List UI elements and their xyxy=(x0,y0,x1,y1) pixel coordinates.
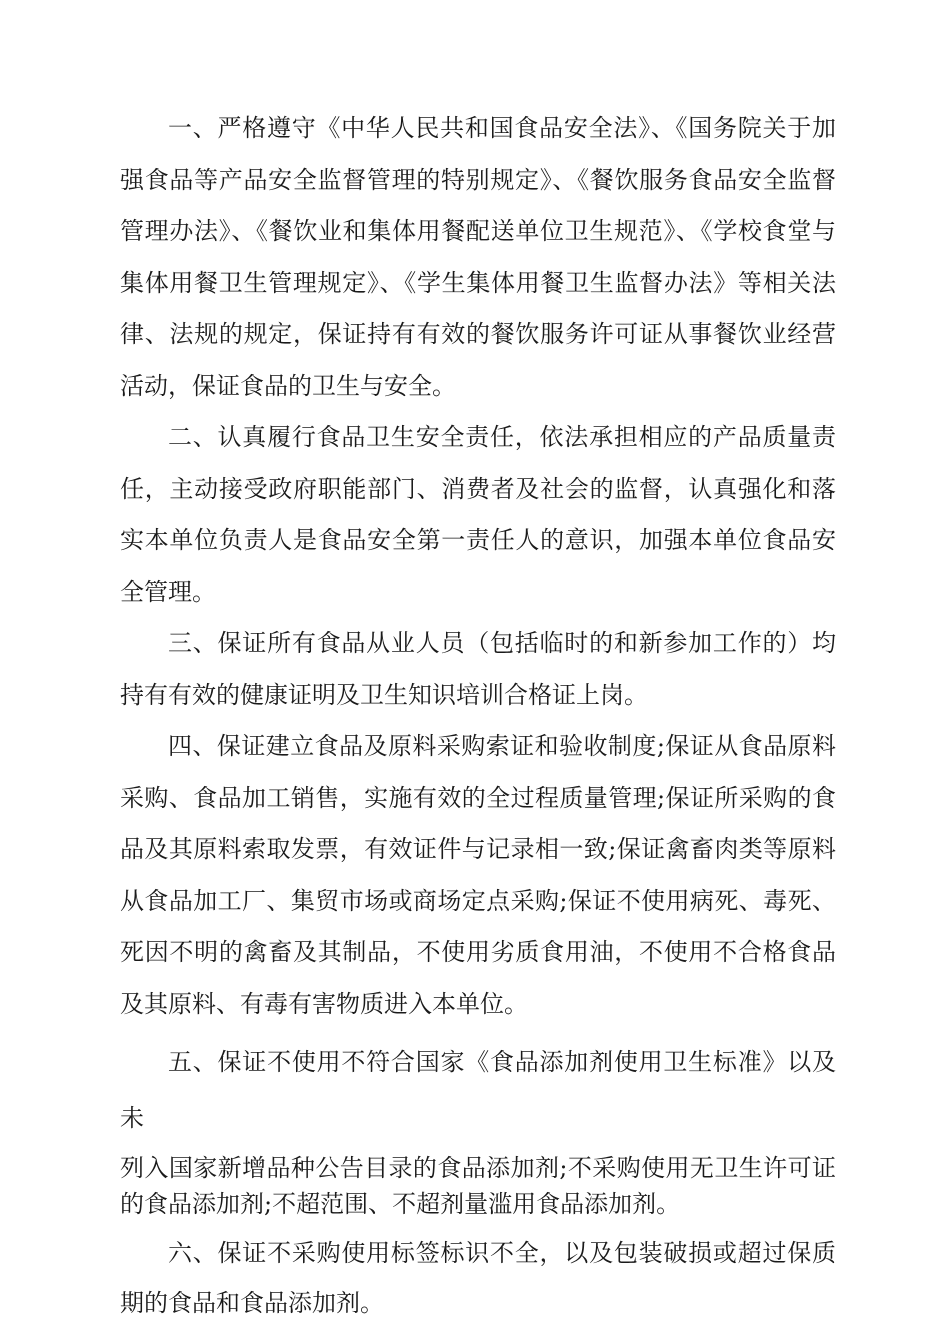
paragraph-4: 四、保证建立食品及原料采购索证和验收制度;保证从食品原料采购、食品加工销售，实施有效的全过程质量管理;保证所采购的食品及其原料索取发票，有效证件与记录相一致;保证禽畜肉类等原料从食品加工厂、集贸市场或商场定点采购;保证不使用病死、毒死、死因不明的禽畜及其制品，不使用劣质食用油，不使用不合格食品及其原料、有毒有害物质进入本单位。 xyxy=(120,732,836,1018)
document-page xyxy=(120,103,836,1328)
paragraph-3: 三、保证所有食品从业人员（包括临时的和新参加工作的）均持有有效的健康证明及卫生知识培训合格证上岗。 xyxy=(120,629,836,709)
paragraph-1: 一、严格遵守《中华人民共和国食品安全法》、《国务院关于加强食品等产品安全监督管理的特别规定》、《餐饮服务食品安全监督管理办法》、《餐饮业和集体用餐配送单位卫生规范》、《学校食堂与集体用餐卫生管理规定》、《学生集体用餐卫生监督办法》等相关法律、法规的规定，保证持有有效的餐饮服务许可证从事餐饮业经营活动，保证食品的卫生与安全。 xyxy=(120,114,836,400)
paragraph-5-continuation: 列入国家新增品种公告目录的食品添加剂;不采购使用无卫生许可证的食品添加剂;不超范围、不超剂量滥用食品添加剂。 xyxy=(120,1154,836,1218)
paragraph-2: 二、认真履行食品卫生安全责任，依法承担相应的产品质量责任，主动接受政府职能部门、消费者及社会的监督，认真强化和落实本单位负责人是食品安全第一责任人的意识，加强本单位食品安全管理。 xyxy=(120,423,836,606)
paragraph-5-line-1: 五、保证不使用不符合国家《食品添加剂使用卫生标准》以及未 xyxy=(120,1048,836,1132)
paragraph-6: 六、保证不采购使用标签标识不全，以及包装破损或超过保质期的食品和食品添加剂。 xyxy=(120,1239,836,1317)
